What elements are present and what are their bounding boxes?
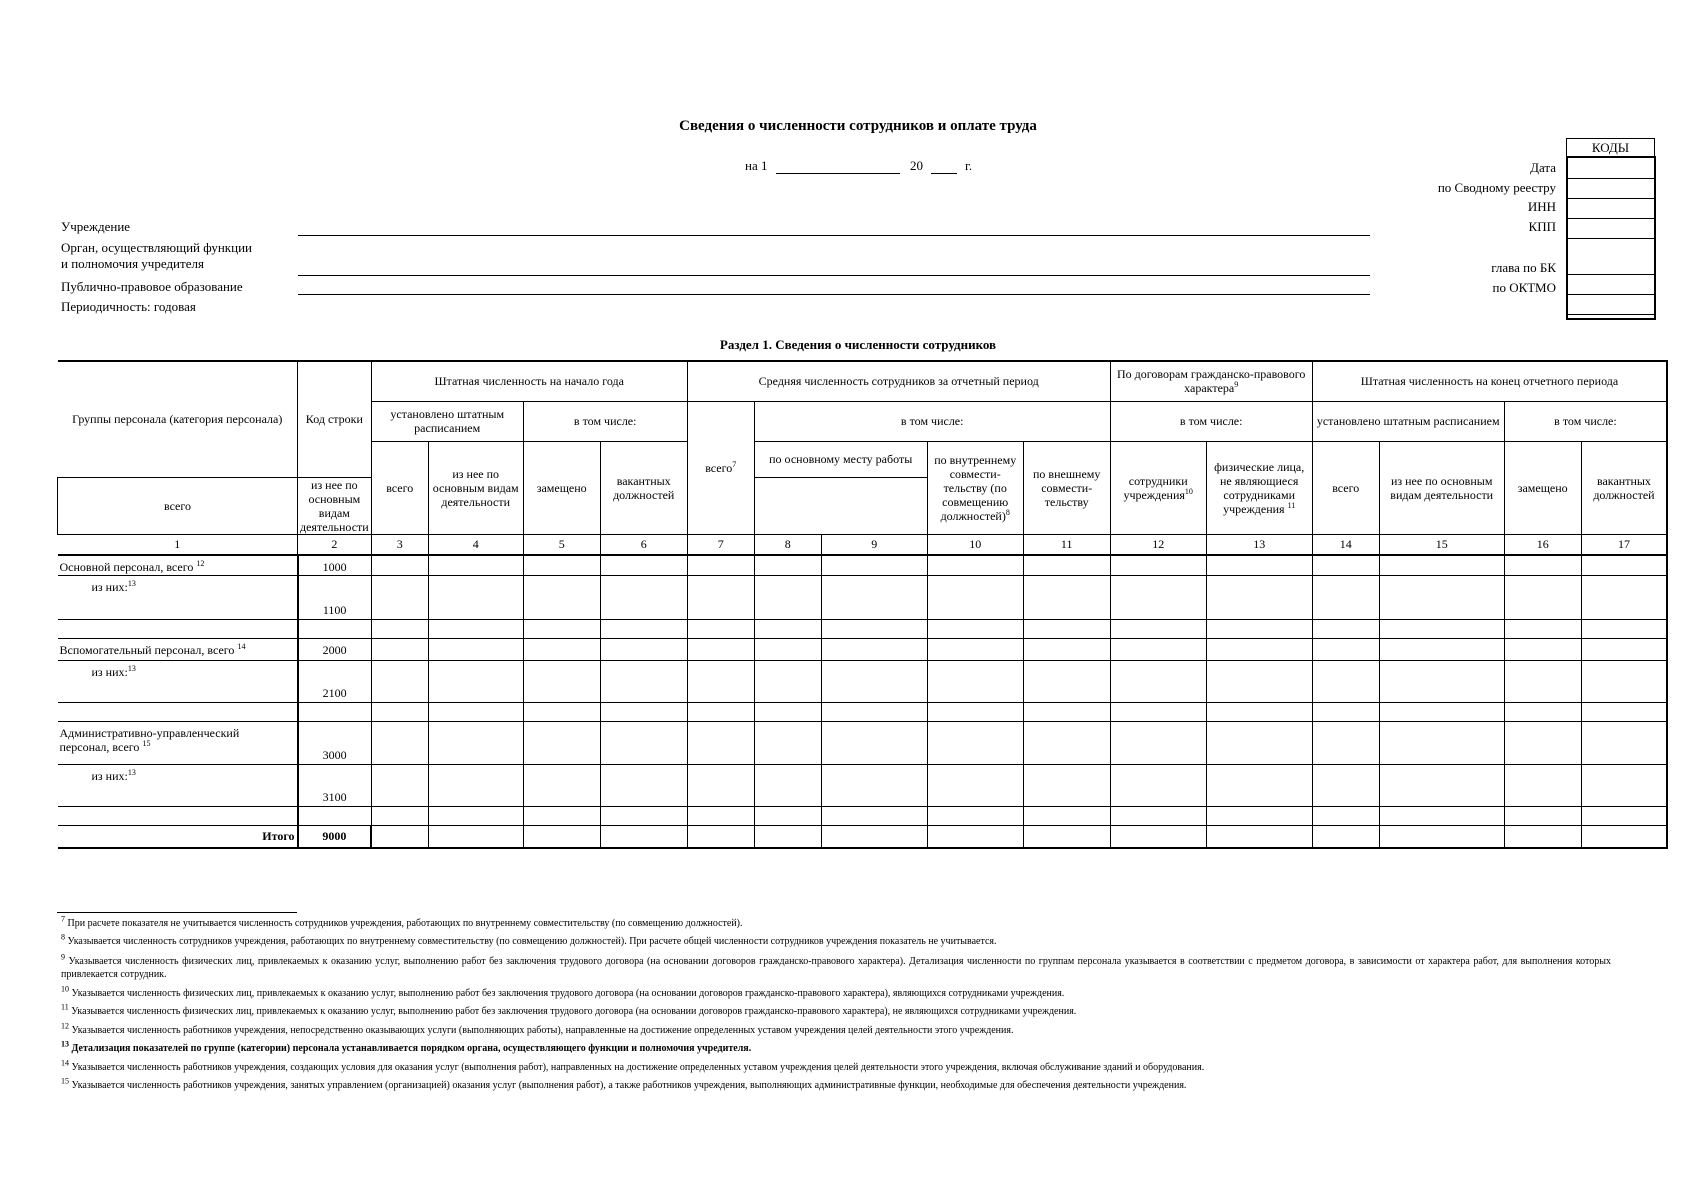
label-date: Дата [1530,160,1556,175]
header-of-main-4: из нее по основным видам деятельности [428,441,523,534]
input-cell[interactable] [687,555,754,576]
input-cell[interactable] [1110,807,1206,826]
footnote-10: $^{10}$ Указывается численность физических лиц, привлекаемых к оказанию услуг, выполнению работ без заключения трудового договора (на основании договоров гражданско-правового характера), являющихся сотрудниками учреждения. [61,984,1065,999]
header-average: Средняя численность сотрудников за отчетный период [687,361,1110,401]
col-num: 3 [371,534,428,555]
header-incl-start: в том числе: [523,401,687,441]
input-cell[interactable] [1504,555,1581,576]
label-bk: глава по БК [1491,260,1556,275]
input-cell[interactable] [371,807,428,826]
header-code: Код строки [298,361,372,477]
input-cell[interactable] [1206,826,1312,848]
label-public-entity: Публично-правовое образование [61,279,243,294]
header-total-14: всего [1312,441,1379,534]
col-num: 9 [821,534,927,555]
header-filled-16: замещено [1504,441,1581,534]
input-cell[interactable] [821,620,927,639]
input-cell[interactable] [1206,807,1312,826]
input-cell[interactable] [523,807,600,826]
row-label: из них:$^{13}$ [58,661,298,703]
row-code: 1000 [298,555,372,576]
row-label: из них:$^{13}$ [58,576,298,620]
header-employees: сотрудники учреждения$^{10}$ [1110,441,1206,534]
col-num: 13 [1206,534,1312,555]
input-cell[interactable] [428,576,523,620]
input-cell[interactable] [371,722,428,765]
header-total-8: всего [58,477,298,534]
input-cell[interactable] [821,661,927,703]
label-inn: ИНН [1527,199,1556,214]
code-kpp-cell[interactable] [1568,218,1654,239]
input-cell[interactable] [1379,620,1504,639]
input-cell[interactable] [754,620,821,639]
input-cell[interactable] [1023,555,1110,576]
input-cell[interactable] [1504,576,1581,620]
col-num: 8 [754,534,821,555]
col-num: 12 [1110,534,1206,555]
codes-header: КОДЫ [1566,138,1655,158]
col-num: 1 [58,534,298,555]
input-cell[interactable] [371,576,428,620]
input-cell[interactable] [754,576,821,620]
input-cell[interactable] [1110,620,1206,639]
header-main-place: по основному месту работы [754,441,927,477]
row-code: 3000 [298,722,372,765]
input-cell[interactable] [1379,661,1504,703]
table-row [58,639,1668,661]
table-row [58,620,1668,639]
row-label [58,620,298,639]
input-cell[interactable] [1504,703,1581,722]
label-oktmo: по ОКТМО [1492,280,1556,295]
input-cell[interactable] [1379,807,1504,826]
input-cell[interactable] [1379,826,1504,848]
label-institution: Учреждение [61,219,131,234]
input-cell[interactable] [1312,722,1379,765]
input-cell[interactable] [1312,765,1379,807]
header-internal: по внутреннему совмести-тельству (по совмещению должностей)$^8$ [927,441,1023,534]
code-oktmo-cell[interactable] [1568,294,1654,315]
input-cell[interactable] [1504,639,1581,661]
input-cell[interactable] [927,576,1023,620]
input-cell[interactable] [687,639,754,661]
input-cell[interactable] [1379,555,1504,576]
input-cell[interactable] [927,555,1023,576]
header-civil-incl: в том числе: [1110,401,1312,441]
input-cell[interactable] [371,765,428,807]
input-cell[interactable] [754,703,821,722]
input-cell[interactable] [1312,620,1379,639]
col-num: 2 [298,534,372,555]
label-registry: по Сводному реестру [1437,180,1556,195]
row-code: 1100 [298,576,372,620]
footnote-11: $^{11}$ Указывается численность физических лиц, привлекаемых к оказанию услуг, выполнению работ без заключения трудового договора (на основании договоров гражданско-правового характера), не являющихся сотрудниками учреждения. [61,1002,1077,1017]
input-cell[interactable] [1379,703,1504,722]
authority-field[interactable] [298,275,1370,276]
input-cell[interactable] [1206,576,1312,620]
input-cell[interactable] [1379,722,1504,765]
input-cell[interactable] [523,703,600,722]
section-title: Раздел 1. Сведения о численности сотрудников [719,337,997,352]
header-filled-5: замещено [523,441,600,534]
input-cell[interactable] [371,826,428,848]
input-cell[interactable] [428,620,523,639]
input-cell[interactable] [754,826,821,848]
input-cell[interactable] [1023,620,1110,639]
footnote-9: $^9$ Указывается численность физических лиц, привлекаемых к оказанию услуг, выполнению работ без заключения трудового договора (на основании договоров гражданско-правового характера). Детализация численности по группам персонала указывается в соответствии с предметом договора, в зависимости от характера работ, для выполнения которых привлекается сотрудник. [61,952,1611,980]
institution-field[interactable] [298,235,1370,236]
input-cell[interactable] [523,765,600,807]
code-inn-cell[interactable] [1568,198,1654,219]
table-row [58,555,1668,576]
input-cell[interactable] [600,807,687,826]
col-num: 16 [1504,534,1581,555]
col-num: 5 [523,534,600,555]
header-vacant-17: вакантных должностей [1581,441,1667,534]
header-incl-end: в том числе: [1504,401,1667,441]
input-cell[interactable] [371,661,428,703]
input-cell[interactable] [1110,555,1206,576]
input-cell[interactable] [1312,576,1379,620]
row-label: из них:$^{13}$ [58,765,298,807]
date-prefix: на 1 [745,158,768,173]
input-cell[interactable] [428,722,523,765]
input-cell[interactable] [1504,807,1581,826]
input-cell[interactable] [523,722,600,765]
input-cell[interactable] [687,661,754,703]
date-year-field[interactable] [931,173,957,174]
input-cell[interactable] [1581,661,1667,703]
input-cell[interactable] [1581,576,1667,620]
table-row [58,703,1668,722]
label-authority-2: и полномочия учредителя [61,256,204,271]
input-cell[interactable] [1110,722,1206,765]
input-cell[interactable] [1023,703,1110,722]
input-cell[interactable] [1023,765,1110,807]
input-cell[interactable] [1581,765,1667,807]
input-cell[interactable] [927,639,1023,661]
column-numbers-row [58,534,1668,555]
input-cell[interactable] [687,703,754,722]
input-cell[interactable] [1206,703,1312,722]
code-empty-cell[interactable] [1568,238,1654,275]
input-cell[interactable] [687,620,754,639]
input-cell[interactable] [1312,807,1379,826]
col-num: 11 [1023,534,1110,555]
date-day-month-field[interactable] [776,173,900,174]
input-cell[interactable] [600,620,687,639]
input-cell[interactable] [821,555,927,576]
row-label: Вспомогательный персонал, всего $^{14}$ [58,639,298,661]
input-cell[interactable] [371,639,428,661]
col-num: 6 [600,534,687,555]
row-label: Итого [58,826,298,848]
label-periodicity: Периодичность: годовая [61,299,196,314]
input-cell[interactable] [821,703,927,722]
input-cell[interactable] [1206,620,1312,639]
table-row [58,576,1668,620]
staff-table [57,360,1668,849]
header-individuals: физические лица, не являющиеся сотрудниками учреждения $^{11}$ [1206,441,1312,534]
input-cell[interactable] [1110,576,1206,620]
input-cell[interactable] [428,765,523,807]
input-cell[interactable] [927,722,1023,765]
footnote-7: $^7$ При расчете показателя не учитывается численность сотрудников учреждения, работающих по внутреннему совместительству (по совмещению должностей). [61,914,743,929]
input-cell[interactable] [754,765,821,807]
input-cell[interactable] [1023,661,1110,703]
input-cell[interactable] [821,807,927,826]
row-code [298,703,372,722]
input-cell[interactable] [523,576,600,620]
input-cell[interactable] [1581,807,1667,826]
row-label: Основной персонал, всего $^{12}$ [58,555,298,576]
input-cell[interactable] [1110,661,1206,703]
col-num: 17 [1581,534,1667,555]
label-authority-1: Орган, осуществляющий функции [61,240,252,255]
input-cell[interactable] [600,765,687,807]
input-cell[interactable] [1504,765,1581,807]
input-cell[interactable] [1581,826,1667,848]
input-cell[interactable] [1581,639,1667,661]
input-cell[interactable] [1581,722,1667,765]
row-code: 9000 [298,826,372,848]
table-row [58,826,1668,848]
input-cell[interactable] [754,639,821,661]
input-cell[interactable] [687,576,754,620]
input-cell[interactable] [600,576,687,620]
col-num: 4 [428,534,523,555]
header-avg-incl: в том числе: [754,401,1110,441]
row-code: 3100 [298,765,372,807]
footnote-15: $^{15}$ Указывается численность работников учреждения, занятых управлением (организацией) оказания услуг (выполнения работ), а также работников учреждения, выполняющих административные функции, необходимые для обеспечения деятельности учреждения. [61,1076,1187,1091]
input-cell[interactable] [687,826,754,848]
input-cell[interactable] [600,703,687,722]
input-cell[interactable] [371,555,428,576]
input-cell[interactable] [1023,639,1110,661]
input-cell[interactable] [754,555,821,576]
row-label [58,703,298,722]
input-cell[interactable] [927,765,1023,807]
input-cell[interactable] [428,639,523,661]
code-date-cell[interactable] [1568,158,1654,179]
input-cell[interactable] [1312,661,1379,703]
input-cell[interactable] [600,555,687,576]
input-cell[interactable] [1312,703,1379,722]
input-cell[interactable] [523,661,600,703]
input-cell[interactable] [1581,703,1667,722]
header-external: по внешнему совмести-тельству [1023,441,1110,534]
table-row [58,807,1668,826]
row-code: 2000 [298,639,372,661]
input-cell[interactable] [1581,555,1667,576]
input-cell[interactable] [821,722,927,765]
input-cell[interactable] [754,661,821,703]
input-cell[interactable] [927,620,1023,639]
header-civil: По договорам гражданско-правового характера$^9$ [1110,361,1312,401]
code-registry-cell[interactable] [1568,178,1654,199]
input-cell[interactable] [754,807,821,826]
header-avg-total: всего$^7$ [687,401,754,534]
form-title: Сведения о численности сотрудников и оплате труда [679,118,1037,134]
input-cell[interactable] [600,639,687,661]
code-bk-cell[interactable] [1568,274,1654,295]
input-cell[interactable] [1206,639,1312,661]
input-cell[interactable] [371,620,428,639]
input-cell[interactable] [523,639,600,661]
header-groups: Группы персонала (категория персонала) [58,361,298,477]
input-cell[interactable] [821,639,927,661]
input-cell[interactable] [428,555,523,576]
input-cell[interactable] [1023,576,1110,620]
input-cell[interactable] [1206,722,1312,765]
footnote-13: $^{13}$ Детализация показателей по группе (категории) персонала устанавливается порядком органа, осуществляющего функции и полномочия учредителя. [61,1039,752,1054]
input-cell[interactable] [600,722,687,765]
input-cell[interactable] [754,722,821,765]
input-cell[interactable] [1023,826,1110,848]
input-cell[interactable] [927,807,1023,826]
input-cell[interactable] [1312,639,1379,661]
input-cell[interactable] [1023,807,1110,826]
input-cell[interactable] [1312,555,1379,576]
input-cell[interactable] [1206,661,1312,703]
table-row [58,661,1668,703]
input-cell[interactable] [1110,703,1206,722]
col-num: 15 [1379,534,1504,555]
input-cell[interactable] [600,826,687,848]
input-cell[interactable] [428,826,523,848]
col-num: 7 [687,534,754,555]
col-num: 10 [927,534,1023,555]
input-cell[interactable] [687,722,754,765]
row-code [298,620,372,639]
input-cell[interactable] [927,826,1023,848]
input-cell[interactable] [1206,555,1312,576]
input-cell[interactable] [523,620,600,639]
footnote-separator [57,912,297,913]
footnote-12: $^{12}$ Указывается численность работников учреждения, непосредственно оказывающих услуги (выполняющих работы), направленные на достижение определенных уставом учреждения целей деятельности этого учреждения. [61,1021,1014,1036]
row-label: Административно-управленческий персонал, всего $^{15}$ [58,722,298,765]
footnote-8: $^8$ Указывается численность сотрудников учреждения, работающих по внутреннему совместительству (по совмещению должностей). При расчете общей численности сотрудников учреждения показатель не учитывается. [61,932,997,947]
row-label [58,807,298,826]
input-cell[interactable] [821,576,927,620]
input-cell[interactable] [1504,722,1581,765]
input-cell[interactable] [1379,765,1504,807]
input-cell[interactable] [1379,576,1504,620]
input-cell[interactable] [523,826,600,848]
header-of-main-15: из нее по основным видам деятельности [1379,441,1504,534]
row-code: 2100 [298,661,372,703]
input-cell[interactable] [600,661,687,703]
header-established-start: установлено штатным расписанием [371,401,523,441]
codes-box [1566,156,1656,320]
input-cell[interactable] [1110,765,1206,807]
input-cell[interactable] [1206,765,1312,807]
input-cell[interactable] [1504,620,1581,639]
input-cell[interactable] [371,703,428,722]
header-staff-end: Штатная численность на конец отчетного периода [1312,361,1667,401]
input-cell[interactable] [1110,826,1206,848]
input-cell[interactable] [428,703,523,722]
input-cell[interactable] [927,703,1023,722]
public-entity-field[interactable] [298,294,1370,295]
year-suffix: г. [965,158,973,173]
input-cell[interactable] [927,661,1023,703]
input-cell[interactable] [687,765,754,807]
input-cell[interactable] [428,807,523,826]
input-cell[interactable] [428,661,523,703]
table-row [58,722,1668,765]
input-cell[interactable] [1504,661,1581,703]
input-cell[interactable] [1581,620,1667,639]
input-cell[interactable] [1023,722,1110,765]
table-row [58,765,1668,807]
input-cell[interactable] [1504,826,1581,848]
year-prefix: 20 [910,158,923,173]
header-staff-start: Штатная численность на начало года [371,361,687,401]
input-cell[interactable] [1312,826,1379,848]
header-of-main-9: из нее по основным видам деятельности [298,477,372,534]
input-cell[interactable] [687,807,754,826]
header-vacant-6: вакантных должностей [600,441,687,534]
col-num: 14 [1312,534,1379,555]
input-cell[interactable] [1110,639,1206,661]
input-cell[interactable] [523,555,600,576]
label-kpp: КПП [1528,219,1556,234]
input-cell[interactable] [821,765,927,807]
row-code [298,807,372,826]
footnote-14: $^{14}$ Указывается численность работников учреждения, создающих условия для оказания услуг (выполнения работ), направленных на достижение определенных уставом учреждения целей деятельности этого учреждения, включая обслуживание зданий и оборудования. [61,1058,1205,1073]
input-cell[interactable] [821,826,927,848]
input-cell[interactable] [1379,639,1504,661]
header-total-3: всего [371,441,428,534]
header-established-end: установлено штатным расписанием [1312,401,1504,441]
